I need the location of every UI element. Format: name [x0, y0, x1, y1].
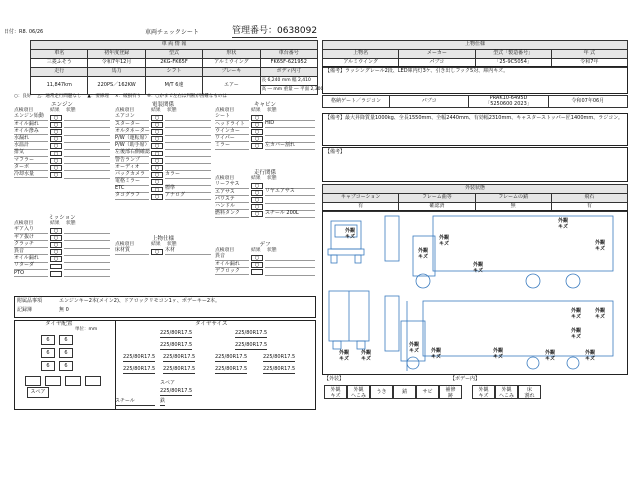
horsepower: 220PS／162KW [88, 77, 145, 95]
tire-size-spare-label: スペア [160, 380, 176, 386]
legend-item: ※：○かまで左右は判断が困難なものは [147, 94, 227, 99]
electrical-row [115, 193, 211, 200]
damage-diagram [322, 210, 628, 375]
check-note: 標準 [165, 186, 211, 193]
tire-depth-m1: 6 [41, 348, 55, 358]
check-note: リヤエアサス [265, 189, 315, 196]
check-result: ○ [251, 136, 263, 142]
model-code: 2KG-FK65F [145, 59, 202, 68]
check-item-label: P/W（助手席） [115, 142, 150, 149]
tire-section [14, 320, 316, 410]
cargo-header: 型式「製造番号」 [475, 50, 551, 59]
check-result: ○ [50, 228, 62, 234]
cargo-remark: 【備考】ラッシングレール2段、LED庫内灯3ケ、引き出しフック5対、庫内キズ。 [325, 68, 509, 74]
gate-year: 令和07年06月 [548, 96, 627, 108]
first-registration: 令和7年12月 [88, 59, 145, 68]
check-note: 左カバー割れ [265, 143, 315, 150]
management-number: 管理番号：0638092 [232, 26, 318, 36]
check-item-label: 左後部右側確認 [115, 149, 151, 156]
cabin-title: キャビン [253, 102, 276, 108]
vehicle-header: 馬力 [88, 68, 145, 77]
check-item-label: エアコン [115, 114, 149, 121]
vehicle-header: 車名 [31, 50, 88, 59]
damage-marker: 外観 キズ [439, 235, 450, 247]
check-item-label: タコグラフ [115, 193, 149, 200]
check-item-label: ワイパー [215, 136, 249, 143]
mission-row [14, 263, 110, 270]
running-row [215, 211, 315, 218]
check-note [64, 129, 110, 136]
damage-marker: 外観 キズ [409, 342, 420, 354]
engine-checklist: エンジン 点検項目 結果 状態 エンジン始動 ○ オイル漏れ ○ オイル滲み ○ 水漏れ ○ 水温計 ○ 排気 ○ マフラー ○ ターボ ○ 冷却水量 ○ [14, 102, 110, 179]
check-item-label: リターダ [14, 263, 48, 270]
check-item-label: 床材質 [115, 248, 149, 255]
cargo-header: メーカー [399, 50, 475, 59]
check-result: ○ [151, 122, 163, 128]
tire-depth-r1: 6 [41, 361, 55, 371]
tire-size-rear: 225/80R17.5 [263, 366, 296, 372]
check-note: カラー [165, 172, 211, 179]
check-item-label: ウインカー [215, 129, 249, 136]
check-item-label: 電格ミラー [115, 179, 149, 186]
tire-layout-panel [15, 321, 116, 409]
damage-legend [324, 385, 541, 399]
damage-marker: 外観 キズ [345, 228, 356, 240]
exterior-header: フレーム曲等 [399, 194, 475, 203]
result-legend [14, 95, 227, 100]
gate-table [322, 95, 628, 108]
brake-type: エアー [203, 77, 260, 95]
check-result: ○ [151, 158, 163, 164]
check-item-label: エアサス [215, 190, 249, 197]
tire-depth-fr: 6 [59, 335, 73, 345]
sheet-title: 車両チェックシート [145, 29, 199, 36]
gate-remark-box [322, 113, 628, 146]
check-note: HID [265, 121, 315, 128]
check-result: ○ [50, 172, 62, 178]
check-result: ○ [251, 143, 263, 149]
check-result: ○ [251, 129, 263, 135]
check-result: ○ [151, 249, 163, 255]
legend-box: 外観 へこみ [347, 385, 370, 399]
cargo-spec-title: 上物仕様 [323, 41, 628, 50]
cargo-maker: パブコ [399, 59, 475, 68]
check-item-label: クラッチ [14, 242, 48, 249]
check-note [64, 172, 110, 179]
check-result: ○ [251, 122, 263, 128]
tire-depth-r2: 6 [59, 361, 73, 371]
tire-size-mid-right: 225/80R17.5 [235, 342, 268, 348]
check-result: ○ [50, 256, 62, 262]
check-note [165, 150, 211, 157]
exterior-header: 飛石 [551, 194, 627, 203]
diff-title: デフ [259, 242, 271, 248]
vehicle-header: ボディ内寸 [260, 68, 317, 77]
check-item-label: オイル滲み [14, 129, 48, 136]
check-note [265, 197, 315, 204]
check-note [165, 114, 211, 121]
electrical-title: 電装関係 [151, 102, 174, 108]
check-note [64, 157, 110, 164]
check-note [165, 129, 211, 136]
tire-wheel-material: スチール [115, 399, 155, 406]
check-item-label: ヘッドライト [215, 122, 249, 129]
tire-size-row3: 225/80R17.5 [163, 354, 196, 360]
body-dims-row1: 長 6,240 mm 幅 2,410 [260, 77, 317, 86]
check-item-label: オイル漏れ [14, 256, 48, 263]
check-result: ○ [151, 179, 163, 185]
exterior-header: キャブコーション [323, 194, 399, 203]
check-result: ○ [151, 136, 163, 142]
check-result: ○ [151, 143, 163, 149]
legend-box: 外観 キズ [324, 385, 347, 399]
check-item-label: 水漏れ [14, 136, 48, 143]
tire-layout-title: タイヤ配置 [45, 321, 73, 327]
check-note [165, 143, 211, 150]
check-item-label: ギア抜け [14, 235, 48, 242]
mission-title: ミッション [48, 215, 76, 221]
check-item-label: P/W（運転席） [115, 134, 150, 141]
vehicle-header: 形状 [203, 50, 260, 59]
vehicle-header: 車台番号 [260, 50, 317, 59]
check-note: スチール 200L [265, 211, 315, 218]
exterior-title: 外装状態 [323, 185, 628, 194]
car-name: 三菱ふそう [31, 59, 88, 68]
cargo-remark-box [322, 66, 628, 94]
engine-row [14, 172, 110, 179]
tire-size-row3: 225/80R17.5 [263, 354, 296, 360]
check-item-label: デフロック [215, 269, 249, 276]
check-note [64, 114, 110, 121]
damage-marker: 外観 キズ [585, 350, 596, 362]
legend-box: 補修 跡 [439, 385, 462, 399]
cargo-title: 上物仕様 [151, 236, 174, 242]
cabin-checklist: キャビン 点検項目 結果 状態 シート ○ ヘッドライト ○ HID ウインカー ○ ワイパー ○ ミラー ○ 左カバー割れ [215, 102, 315, 150]
check-item-label: 異音 [14, 249, 48, 256]
vehicle-header: シフト [145, 68, 202, 77]
check-item-label: オルタネーター [115, 127, 150, 134]
check-result: ○ [251, 115, 263, 121]
damage-marker: 外観 キズ [595, 308, 606, 320]
check-result: ○ [251, 197, 263, 203]
check-note [64, 249, 110, 256]
legend-item: ○：良好 [14, 94, 32, 99]
check-note [64, 227, 110, 234]
tire-size-rear: 225/80R17.5 [163, 366, 196, 372]
stone-chip: 有 [551, 203, 627, 212]
spare-tire-label: スペア [27, 387, 49, 398]
check-item-label: PTO [14, 271, 48, 278]
check-result: ○ [50, 235, 62, 241]
cargo-spec-table [322, 40, 628, 68]
check-result: ○ [50, 129, 62, 135]
check-result: ○ [251, 262, 263, 268]
frame-bend: 確認済 [399, 203, 475, 212]
check-item-label: ギア入り [14, 227, 48, 234]
cargo-row [115, 248, 211, 255]
check-item-label: オイル漏れ [215, 262, 249, 269]
damage-marker: 外観 キズ [361, 350, 372, 362]
check-result: ○ [50, 158, 62, 164]
legend-item: ▲：要修理 [87, 94, 109, 99]
damage-marker: 外観 キズ [571, 308, 582, 320]
check-item-label: バックカメラ [115, 172, 149, 179]
check-result: ○ [251, 190, 263, 196]
legend-box: 床 割れ [518, 385, 541, 399]
damage-marker: 外観 キズ [473, 262, 484, 274]
check-result: ○ [251, 211, 263, 217]
check-item-label: ミラー [215, 143, 249, 150]
mission-checklist: ミッション 点検項目 結果 状態 ギア入り ○ ギア抜け ○ クラッチ ○ 異音 ○ オイル漏れ ○ リターダ PTO [14, 215, 110, 277]
body-legend-title: 【ボデー内】 [450, 376, 481, 382]
cabin-row [215, 143, 315, 150]
check-item-label: 水温計 [14, 143, 48, 150]
damage-marker: 外観 キズ [558, 218, 569, 230]
tire-size-rear: 225/80R17.5 [215, 366, 248, 372]
check-item-label: パワステ [215, 197, 249, 204]
electrical-checklist: 電装関係 点検項目 結果 状態 エアコン ○ スターター ○ オルタネーター ○ P/W（運転席） ○ P/W（助手席） ○ 左後部右側確認 ○ 警告ランプ ○ オーディオ ○ バックカメラ ○ カラー 電格ミラー ○ ETC ○ 標準 タコグラフ ○ アナログ [115, 102, 211, 200]
vehicle-info-table [30, 40, 324, 95]
check-result: ○ [251, 183, 263, 189]
mileage: 11,847km [31, 77, 88, 95]
vehicle-header: ブレーキ [203, 68, 260, 77]
check-item-label: 警告ランプ [115, 158, 149, 165]
check-result: ○ [251, 255, 263, 261]
chassis-number: FK65F-621952 [260, 59, 317, 68]
tire-size-row3: 225/80R17.5 [123, 354, 156, 360]
check-item-label: マフラー [14, 158, 48, 165]
check-result: ○ [50, 249, 62, 255]
check-result [251, 269, 263, 275]
check-result: ○ [50, 136, 62, 142]
check-note [64, 256, 110, 263]
body-shape: アルミウイング [203, 59, 260, 68]
check-item-label: オーディオ [115, 165, 149, 172]
check-result: ○ [151, 172, 163, 178]
shift-type: M/T 6速 [145, 77, 202, 95]
damage-marker: 外観 キズ [339, 350, 350, 362]
check-note [64, 234, 110, 241]
cargo-checklist: 上物仕様 点検項目 結果 状態 床材質 ○ 木材 [115, 236, 211, 255]
remark3-box [322, 147, 628, 182]
running-title: 走行関係 [253, 170, 276, 176]
check-note [64, 270, 110, 277]
diff-row [215, 268, 315, 275]
electrical-row [115, 179, 211, 186]
spare-wheel-material: 鉄 [160, 398, 166, 404]
gate-maker: パブコ [390, 96, 469, 108]
diff-checklist: デフ 点検項目 結果 状態 異音 ○ オイル漏れ ○ デフロック [215, 242, 315, 276]
check-note [265, 261, 315, 268]
check-result [50, 271, 62, 277]
cargo-header: 上物名 [323, 50, 399, 59]
check-result: ○ [251, 204, 263, 210]
check-result: ○ [151, 187, 163, 193]
mission-row [14, 241, 110, 248]
check-note [64, 143, 110, 150]
check-result: ○ [50, 143, 62, 149]
gate-model: PRAK10-6495D 「5250600 2023」 [469, 96, 548, 108]
check-note [64, 121, 110, 128]
damage-marker: 外観 キズ [493, 348, 504, 360]
tire-size-front-right: 225/80R17.5 [235, 330, 268, 336]
check-note [64, 242, 110, 249]
frame-rust: 無 [475, 203, 551, 212]
check-note [64, 150, 110, 157]
check-item-label: オイル漏れ [14, 122, 48, 129]
cargo-header: 年 式 [551, 50, 627, 59]
check-note: アナログ [165, 193, 211, 200]
check-result: ○ [151, 194, 163, 200]
vehicle-header: 走行 [31, 68, 88, 77]
check-item-label: ETC [115, 186, 149, 193]
tire-size-spare: 225/80R17.5 [160, 388, 193, 394]
legend-box: 錆 [393, 385, 416, 399]
vehicle-header: 型式 [145, 50, 202, 59]
check-result: ○ [151, 129, 163, 135]
check-item-label: リーフサス [215, 182, 249, 189]
gate-label: 格納ゲート／ラジコン [323, 96, 390, 108]
check-result: ○ [50, 151, 62, 157]
check-result: ○ [50, 242, 62, 248]
tire-depth-fl: 6 [41, 335, 55, 345]
tire-size-rear: 225/80R17.5 [123, 366, 156, 372]
record-book-label: 記録簿 [17, 307, 33, 313]
gate-remark: 【備考】最大昇降質量1000kg、全長1550mm、全幅2440mm、有効幅2310mm、キャスターストッパー匠1400mm、ラジコン。 [325, 115, 623, 121]
record-book-value: 無 0 [59, 307, 69, 313]
check-item-label: シート [215, 114, 249, 121]
check-item-label: 冷却水量 [14, 172, 48, 179]
accessories-label: 附属品事項 [17, 298, 43, 304]
cargo-model: 「25-9C5054」 [475, 59, 551, 68]
check-note [64, 263, 110, 270]
damage-marker: 外観 キズ [571, 328, 582, 340]
check-result [50, 264, 62, 270]
check-item-label: スターター [115, 122, 149, 129]
vehicle-header: 初年度登録 [88, 50, 145, 59]
tire-size-row3: 225/80R17.5 [215, 354, 248, 360]
check-note [165, 136, 211, 143]
check-item-label: 排気 [14, 150, 48, 157]
remark3-label: 【備考】 [325, 149, 346, 155]
tire-unit: 単位：mm [75, 327, 98, 332]
check-result: ○ [50, 122, 62, 128]
tire-size-front-left: 225/80R17.5 [160, 330, 193, 336]
tire-size-mid-left: 225/80R17.5 [160, 342, 193, 348]
check-result: ○ [151, 165, 163, 171]
check-note [265, 129, 315, 136]
engine-title: エンジン [51, 102, 73, 108]
legend-item: △：通常走行問題なし [37, 94, 82, 99]
check-note [165, 157, 211, 164]
check-item-label: エンジン始動 [14, 114, 48, 121]
engine-row [14, 143, 110, 150]
cab-caution: 有 [323, 203, 399, 212]
cargo-body-name: アルミウイング [323, 59, 399, 68]
legend-box: 外観 へこみ [495, 385, 518, 399]
tire-size-title: タイヤサイズ [195, 321, 228, 327]
check-item-label: 異音 [215, 254, 249, 261]
exterior-header: フレームの錆 [475, 194, 551, 203]
check-note [265, 269, 315, 276]
legend-item: ×：破損有り [114, 94, 142, 99]
misc-notes [14, 296, 316, 318]
damage-marker: 外観 キズ [418, 248, 429, 260]
legend-box: サビ [416, 385, 439, 399]
date-label: 日付：R8. 06/26 [4, 29, 44, 35]
check-item-label: ターボ [14, 165, 48, 172]
accessories-text: エンジンキー2本(メイン2)、ドアロックリモコン1ヶ、ポデーキー2本。 [59, 298, 221, 304]
legend-box: うき [370, 385, 393, 399]
legend-box: 外観 キズ [472, 385, 495, 399]
check-note [165, 121, 211, 128]
check-note [265, 254, 315, 261]
damage-marker: 外観 キズ [545, 350, 556, 362]
damage-marker: 外観 キズ [431, 348, 442, 360]
check-note: 木材 [165, 248, 211, 255]
check-result: ○ [151, 115, 163, 121]
exterior-legend-title: 【外装】 [324, 376, 345, 382]
check-result: ○ [50, 115, 62, 121]
check-result: ○ [50, 165, 62, 171]
tire-depth-m2: 6 [59, 348, 73, 358]
check-result: ○ [151, 151, 163, 157]
check-note [64, 136, 110, 143]
damage-marker: 外観 キズ [595, 240, 606, 252]
cargo-year: 令和7年 [551, 59, 627, 68]
vehicle-info-title: 車 両 情 報 [31, 41, 318, 50]
running-checklist: 走行関係 点検項目 結果 状態 リーフサス ○ エアサス ○ リヤエアサス パワステ ○ ハンドル ○ 燃料タンク ○ スチール 200L [215, 170, 315, 218]
body-dims-row2: 高 ― mm 重量 ― 平面 2,300 [260, 86, 317, 95]
exterior-table [322, 184, 628, 212]
check-item-label: ハンドル [215, 204, 249, 211]
check-note [64, 164, 110, 171]
check-item-label: 燃料タンク [215, 211, 249, 218]
mission-row [14, 270, 110, 277]
tire-size-panel [115, 321, 315, 409]
